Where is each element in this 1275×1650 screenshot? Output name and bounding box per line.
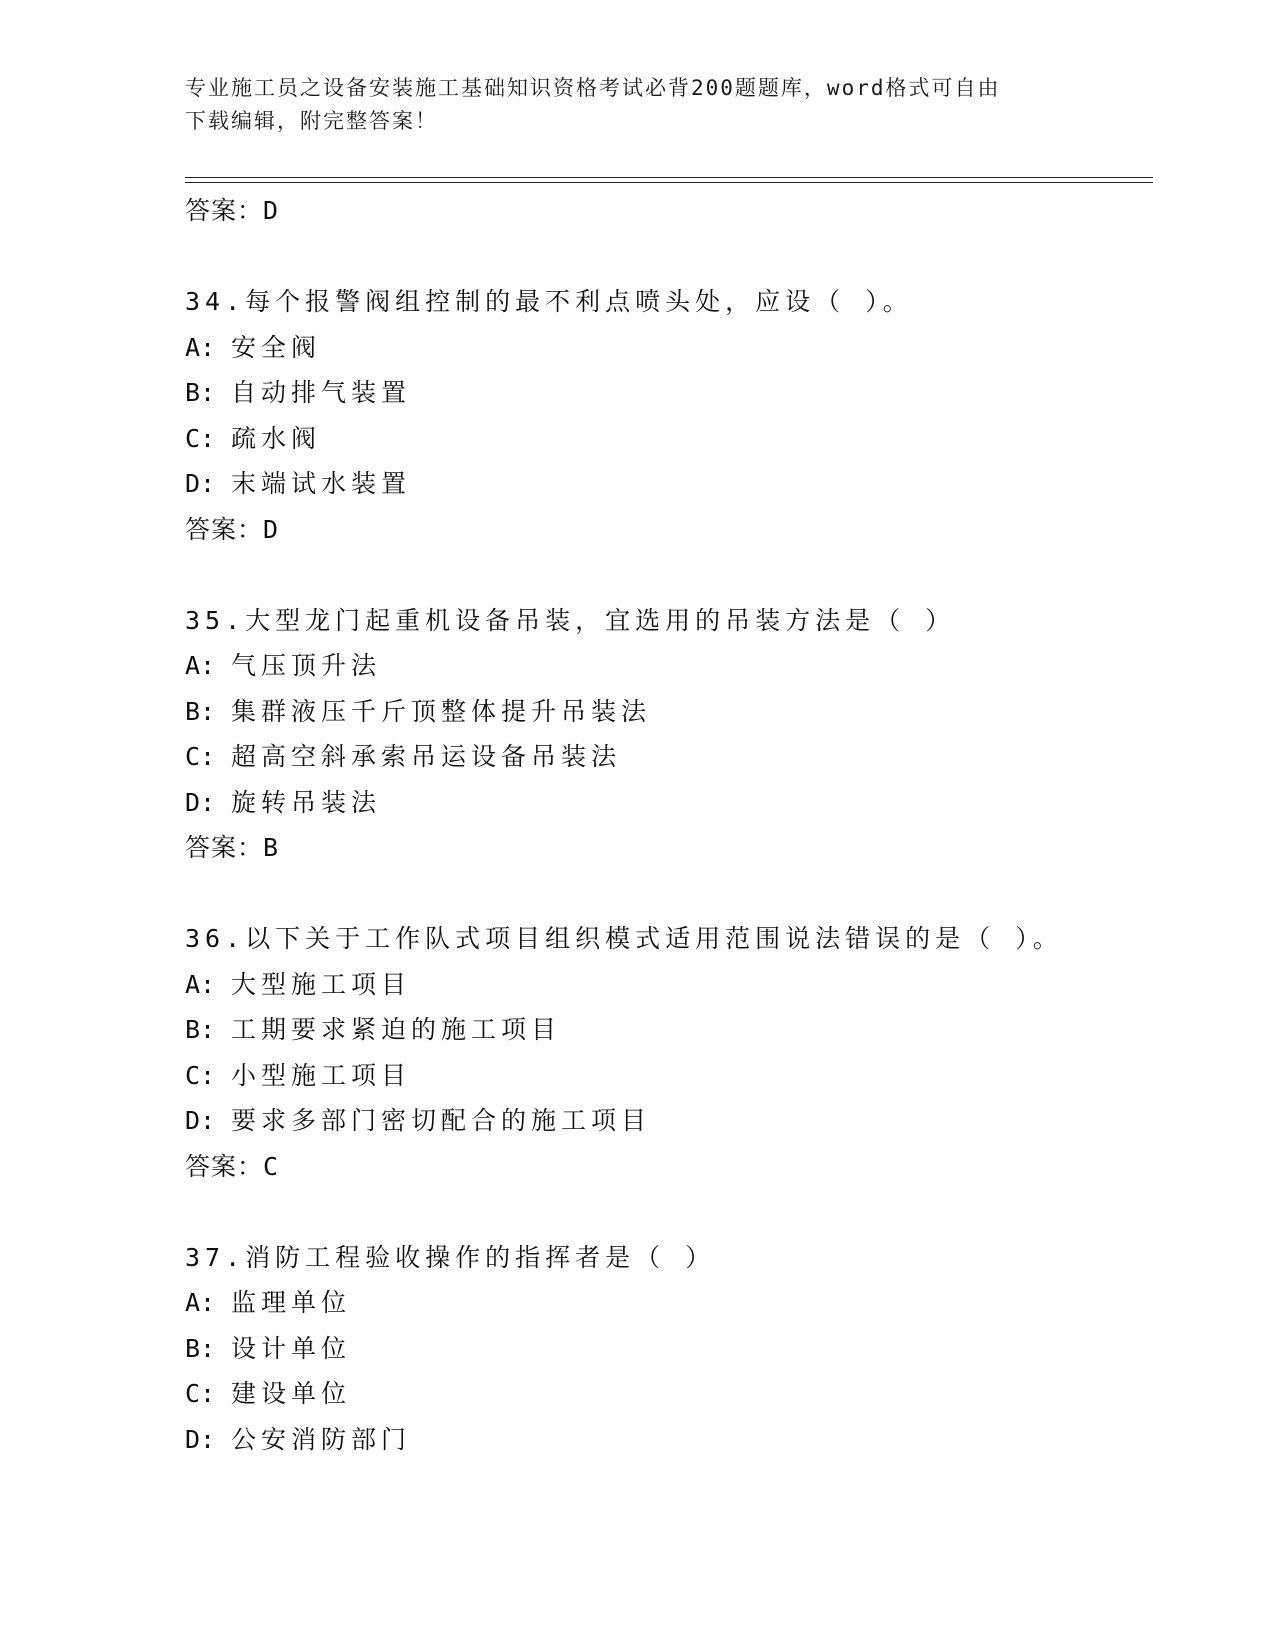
option-text: 气压顶升法 — [231, 651, 382, 680]
option-b — [185, 1007, 1145, 1053]
header-divider — [185, 177, 1153, 183]
option-c — [185, 416, 1145, 462]
question-number: 36. — [185, 924, 246, 953]
header-title-line-2: 下载编辑，附完整答案！ — [185, 109, 438, 133]
option-text: 集群液压千斤顶整体提升吊装法 — [231, 696, 652, 726]
option-text: 旋转吊装法 — [231, 787, 382, 817]
option-d — [185, 461, 1145, 507]
option-label: A: — [185, 332, 216, 362]
option-text: 超高空斜承索吊运设备吊装法 — [231, 742, 622, 771]
question-text: 大型龙门起重机设备吊装，宜选用的吊装方法是（ ） — [245, 605, 956, 635]
option-d — [185, 1098, 1145, 1144]
question-stem — [185, 598, 1145, 644]
option-text: 大型施工项目 — [231, 969, 412, 999]
option-label: D: — [185, 1106, 216, 1135]
option-a — [185, 325, 1145, 371]
option-label: A: — [185, 969, 216, 999]
question-number: 35. — [185, 605, 246, 635]
prev-question-answer — [185, 188, 1145, 234]
answer-label: 答案： — [185, 833, 264, 862]
question-block-37 — [185, 1235, 1145, 1463]
question-text: 消防工程验收操作的指挥者是（ ） — [245, 1242, 716, 1272]
option-b — [185, 689, 1145, 735]
header-title-line-1: 专业施工员之设备安装施工基础知识资格考试必背200题题库，word格式可自由 — [185, 76, 1001, 100]
answer-value: D — [263, 514, 280, 544]
question-stem — [185, 279, 1145, 325]
option-label: C: — [185, 742, 216, 771]
option-c — [185, 1371, 1145, 1417]
answer-label: 答案： — [185, 196, 264, 225]
option-label: C: — [185, 1060, 216, 1090]
option-label: D: — [185, 469, 216, 498]
question-stem — [185, 916, 1145, 962]
option-label: B: — [185, 1333, 216, 1363]
option-d — [185, 1417, 1145, 1463]
question-answer — [185, 1144, 1145, 1190]
option-text: 要求多部门密切配合的施工项目 — [231, 1106, 652, 1135]
option-text: 自动排气装置 — [231, 378, 412, 407]
option-label: B: — [185, 696, 216, 726]
question-number: 34. — [185, 287, 246, 316]
question-text: 每个报警阀组控制的最不利点喷头处，应设（ ）。 — [245, 287, 913, 316]
option-text: 末端试水装置 — [231, 469, 412, 498]
answer-value: D — [263, 196, 280, 225]
option-label: C: — [185, 1379, 216, 1408]
option-label: A: — [185, 651, 216, 680]
option-b — [185, 370, 1145, 416]
option-text: 安全阀 — [231, 332, 322, 362]
document-body — [185, 188, 1145, 1462]
option-text: 公安消防部门 — [231, 1424, 412, 1454]
option-b — [185, 1326, 1145, 1372]
option-label: B: — [185, 378, 216, 407]
option-c — [185, 734, 1145, 780]
option-label: C: — [185, 423, 216, 453]
option-label: D: — [185, 787, 216, 817]
question-block-36 — [185, 916, 1145, 1189]
question-answer — [185, 825, 1145, 871]
option-text: 设计单位 — [231, 1333, 352, 1363]
question-number: 37. — [185, 1242, 246, 1272]
option-label: A: — [185, 1288, 216, 1317]
question-text: 以下关于工作队式项目组织模式适用范围说法错误的是（ ）。 — [245, 924, 1063, 953]
option-c — [185, 1053, 1145, 1099]
option-text: 工期要求紧迫的施工项目 — [231, 1015, 562, 1044]
option-a — [185, 643, 1145, 689]
spacer — [185, 552, 1145, 598]
question-block-34 — [185, 279, 1145, 552]
spacer — [185, 234, 1145, 280]
option-a — [185, 962, 1145, 1008]
option-text: 建设单位 — [231, 1379, 352, 1408]
spacer — [185, 1189, 1145, 1235]
option-label: D: — [185, 1424, 216, 1454]
option-d — [185, 780, 1145, 826]
option-text: 疏水阀 — [231, 423, 322, 453]
option-text: 小型施工项目 — [231, 1060, 412, 1090]
answer-value: C — [263, 1151, 280, 1181]
spacer — [185, 871, 1145, 917]
answer-value: B — [263, 833, 280, 862]
option-text: 监理单位 — [231, 1288, 352, 1317]
question-stem — [185, 1235, 1145, 1281]
document-header — [185, 72, 1065, 138]
question-answer — [185, 507, 1145, 553]
option-a — [185, 1280, 1145, 1326]
answer-label: 答案： — [185, 1151, 264, 1181]
question-block-35 — [185, 598, 1145, 871]
option-label: B: — [185, 1015, 216, 1044]
answer-label: 答案： — [185, 514, 264, 544]
